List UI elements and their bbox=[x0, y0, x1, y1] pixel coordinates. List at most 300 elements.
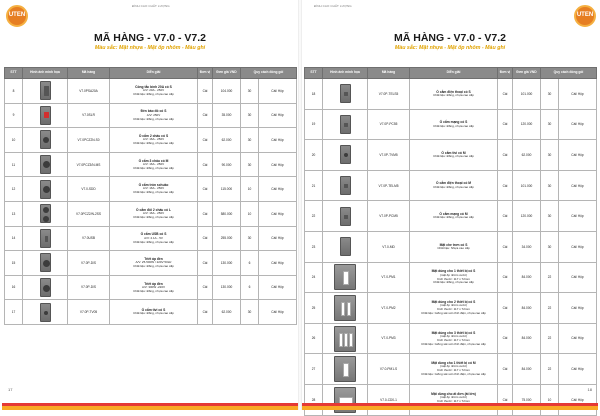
desc-line: Kích thước: 117 x 72mm bbox=[437, 337, 470, 342]
row-qty: 22 bbox=[541, 354, 559, 385]
row-image bbox=[323, 231, 368, 262]
desc-line: Chất liệu: Đồng, nhựa cao cấp bbox=[133, 165, 174, 170]
col-code: Mã hàng bbox=[68, 68, 110, 79]
row-pack: Cái/ Hộp bbox=[559, 231, 597, 262]
row-desc bbox=[110, 177, 198, 202]
desc-name: Ổ cắm 3 chấu có M bbox=[138, 158, 169, 163]
logo-text: UTEN bbox=[576, 12, 594, 18]
row-desc bbox=[410, 79, 498, 110]
socket-schuko-icon bbox=[40, 180, 51, 199]
table-row bbox=[305, 79, 597, 110]
table-row bbox=[5, 79, 297, 104]
desc-name: Ổ cắm USB có S bbox=[140, 232, 167, 237]
page-left bbox=[2, 0, 298, 410]
row-code: V7.0PCZ3/N-MS bbox=[68, 152, 110, 177]
uten-logo bbox=[6, 5, 28, 27]
page-subtitle: Màu sắc: Mặt nhựa - Mặt ốp nhôm - Màu ghi bbox=[394, 45, 506, 51]
row-desc bbox=[110, 275, 198, 300]
row-price: 84.000 bbox=[513, 262, 541, 293]
row-unit: Cái bbox=[498, 79, 513, 110]
row-pack: Cái/ Hộp bbox=[259, 251, 297, 276]
socket-double-icon bbox=[40, 204, 51, 223]
row-code: V7.0P-TVM5 bbox=[368, 140, 410, 171]
row-qty: 22 bbox=[541, 262, 559, 293]
table-row bbox=[5, 251, 297, 276]
row-code: V7.0P-TELM5 bbox=[368, 170, 410, 201]
desc-line: (mặt ốp nhôm xước) bbox=[439, 272, 468, 277]
row-desc bbox=[110, 79, 198, 104]
col-desc: Diễn giải bbox=[410, 68, 498, 79]
row-qty: 30 bbox=[541, 170, 559, 201]
dimmer-icon bbox=[40, 278, 51, 297]
row-qty: 6 bbox=[241, 251, 259, 276]
row-qty: 30 bbox=[241, 226, 259, 251]
row-price: 130.000 bbox=[213, 251, 241, 276]
desc-name: Mặt dùng cho át đơn (át lớn) bbox=[431, 391, 476, 396]
table-row bbox=[5, 128, 297, 153]
desc-line: Chất liệu: Đồng, nhựa cao cấp bbox=[133, 116, 174, 121]
table-row bbox=[305, 354, 597, 385]
socket-lan-icon bbox=[340, 115, 351, 134]
row-stt: 26 bbox=[305, 323, 323, 354]
row-desc bbox=[110, 152, 198, 177]
desc-line: Chất liệu: Đồng, nhựa cao cấp bbox=[433, 123, 474, 128]
row-image bbox=[323, 109, 368, 140]
row-unit: Cái bbox=[498, 170, 513, 201]
row-qty: 30 bbox=[541, 201, 559, 232]
row-code: V7.0-SDD bbox=[68, 177, 110, 202]
row-price: 130.000 bbox=[213, 275, 241, 300]
table-row bbox=[305, 293, 597, 324]
table-row bbox=[305, 140, 597, 171]
row-unit: Cái bbox=[498, 201, 513, 232]
row-unit: Cái bbox=[198, 128, 213, 153]
desc-name: Ổ cắm tivi có M bbox=[441, 150, 466, 155]
row-qty: 30 bbox=[541, 79, 559, 110]
row-code: V7.0SLR bbox=[68, 103, 110, 128]
col-stt: STT bbox=[5, 68, 23, 79]
row-qty: 22 bbox=[541, 323, 559, 354]
desc-name: Triết áp đèn bbox=[144, 281, 163, 286]
row-stt: 18 bbox=[305, 79, 323, 110]
row-image bbox=[23, 300, 68, 325]
socket-usb-icon bbox=[40, 229, 51, 248]
desc-line: Chất liệu: Đồng, nhựa cao cấp bbox=[133, 264, 174, 269]
row-price: 580.000 bbox=[213, 201, 241, 226]
indicator-red-icon bbox=[40, 106, 51, 125]
desc-name: Mặt dùng cho 2 thiết bị có S bbox=[431, 299, 476, 304]
page-number: 18 bbox=[587, 387, 592, 392]
desc-line: Chất liệu: Đồng, nhựa cao cấp bbox=[133, 91, 174, 96]
row-desc bbox=[410, 170, 498, 201]
frame-1-icon bbox=[334, 356, 356, 382]
row-image bbox=[323, 262, 368, 293]
page-title: MÃ HÀNG - V7.0 - V7.2 bbox=[393, 32, 507, 44]
desc-line: A/V: 16A - 250V bbox=[142, 137, 165, 142]
page-subtitle: Màu sắc: Mặt nhựa - Mặt ốp nhôm - Màu ghi bbox=[94, 45, 206, 51]
tagline: ĐỈNH CAO CHẤT LƯỢNG bbox=[132, 4, 170, 8]
row-price: 62.000 bbox=[213, 300, 241, 325]
row-code: V7.0P-PCM5 bbox=[368, 201, 410, 232]
row-stt: 12 bbox=[5, 177, 23, 202]
row-unit: Cái bbox=[198, 103, 213, 128]
row-stt: 16 bbox=[5, 275, 23, 300]
col-unit: Đơn vị bbox=[498, 68, 513, 79]
row-price: 101.000 bbox=[513, 170, 541, 201]
page-right bbox=[302, 0, 598, 410]
row-pack: Cái/ Hộp bbox=[559, 384, 597, 415]
col-pack: Quy cách đóng gói bbox=[541, 68, 597, 79]
row-qty: 10 bbox=[241, 201, 259, 226]
blank-plate-icon bbox=[340, 237, 351, 256]
table-row bbox=[305, 231, 597, 262]
desc-name: Ổ cắm đôi 2 chấu có L bbox=[136, 207, 171, 212]
row-price: 115.000 bbox=[213, 177, 241, 202]
row-qty: 30 bbox=[241, 300, 259, 325]
row-image bbox=[23, 79, 68, 104]
row-stt: 21 bbox=[305, 170, 323, 201]
row-code: V7.0P-D/S bbox=[68, 251, 110, 276]
desc-line: A/V: 16A - 250V bbox=[142, 161, 165, 166]
row-qty: 30 bbox=[241, 79, 259, 104]
row-price: 104.000 bbox=[213, 79, 241, 104]
desc-line: Chất liệu: Đồng, nhựa cao cấp bbox=[133, 214, 174, 219]
row-code: V7.0-PM1 bbox=[368, 262, 410, 293]
socket-lan-icon bbox=[340, 207, 351, 226]
col-price: Đơn giá VND bbox=[213, 68, 241, 79]
desc-name: Mặt che trơn có S bbox=[439, 242, 468, 247]
table-row bbox=[305, 384, 597, 415]
socket-tel-icon bbox=[340, 84, 351, 103]
row-desc bbox=[410, 323, 498, 354]
row-desc bbox=[110, 226, 198, 251]
tagline: ĐỈNH CAO CHẤT LƯỢNG bbox=[314, 4, 352, 8]
col-image: Hình ảnh minh họa bbox=[323, 68, 368, 79]
row-stt: 22 bbox=[305, 201, 323, 232]
col-desc: Diễn giải bbox=[110, 68, 198, 79]
row-price: 120.000 bbox=[513, 109, 541, 140]
desc-line: Chất liệu: Đồng, nhựa cao cấp bbox=[433, 184, 474, 189]
table-row bbox=[5, 152, 297, 177]
desc-name: Ổ cắm tivi có S bbox=[141, 308, 166, 313]
desc-line: Chất liệu: Đồng, nhựa cao cấp bbox=[133, 288, 174, 293]
row-unit: Cái bbox=[498, 109, 513, 140]
table-row bbox=[305, 201, 597, 232]
desc-line: A/V: 250V bbox=[146, 112, 161, 117]
row-unit: Cái bbox=[498, 140, 513, 171]
desc-line: Chất liệu: Nhựa cao cấp bbox=[437, 245, 470, 250]
table-row bbox=[305, 323, 597, 354]
desc-line: Chất liệu: Đồng, nhựa cao cấp bbox=[133, 311, 174, 316]
row-image bbox=[323, 354, 368, 385]
table-row bbox=[5, 300, 297, 325]
row-desc bbox=[110, 251, 198, 276]
row-pack: Cái/ Hộp bbox=[259, 300, 297, 325]
row-pack: Cái/ Hộp bbox=[559, 354, 597, 385]
table-row bbox=[5, 201, 297, 226]
table-row bbox=[305, 170, 597, 201]
row-desc bbox=[410, 384, 498, 415]
desc-line: Kích thước: 117 x 72mm bbox=[437, 368, 470, 373]
desc-name: Ổ cắm điện thoại có M bbox=[436, 181, 471, 186]
desc-name: Ổ cắm 2 chấu có S bbox=[138, 133, 169, 138]
frame-3-icon bbox=[334, 326, 356, 352]
desc-name: Mặt dùng cho 1 thiết bị có M bbox=[431, 361, 476, 366]
row-stt: 20 bbox=[305, 140, 323, 171]
row-desc bbox=[410, 231, 498, 262]
desc-name: Ổ cắm tròn schuko bbox=[138, 183, 169, 188]
row-desc bbox=[110, 103, 198, 128]
table-row bbox=[305, 109, 597, 140]
col-image: Hình ảnh minh họa bbox=[23, 68, 68, 79]
logo-text: UTEN bbox=[8, 12, 26, 18]
desc-line: Chất liệu: Đồng, nhựa cao cấp bbox=[133, 141, 174, 146]
row-code: V7.0PCZ2/N-2SS bbox=[68, 201, 110, 226]
row-qty: 10 bbox=[241, 177, 259, 202]
row-price: 255.000 bbox=[213, 226, 241, 251]
row-pack: Cái/ Hộp bbox=[259, 226, 297, 251]
row-code: V7.0-PM1-S bbox=[368, 354, 410, 385]
row-image bbox=[323, 201, 368, 232]
row-desc bbox=[110, 201, 198, 226]
row-image bbox=[23, 103, 68, 128]
row-desc bbox=[110, 128, 198, 153]
desc-line: Kích thước: 117 x 72mm bbox=[437, 276, 470, 281]
row-image bbox=[323, 140, 368, 171]
desc-name: Ổ cắm mạng có M bbox=[439, 212, 468, 217]
row-desc bbox=[410, 140, 498, 171]
desc-line: Chất liệu: Đồng, nhựa cao cấp bbox=[133, 190, 174, 195]
desc-line: A/V: 300W -220V bbox=[141, 284, 166, 289]
row-qty: 30 bbox=[541, 140, 559, 171]
row-price: 84.000 bbox=[513, 354, 541, 385]
row-unit: Cái bbox=[198, 300, 213, 325]
desc-line: (mặt ốp nhôm xước) bbox=[439, 364, 468, 369]
row-code: V7.0PCZ2N-S0 bbox=[68, 128, 110, 153]
row-price: 101.000 bbox=[513, 79, 541, 110]
row-desc bbox=[410, 109, 498, 140]
row-unit: Cái bbox=[498, 323, 513, 354]
row-price: 84.000 bbox=[513, 293, 541, 324]
row-pack: Cái/ Hộp bbox=[559, 170, 597, 201]
row-unit: Cái bbox=[198, 251, 213, 276]
row-stt: 19 bbox=[305, 109, 323, 140]
row-pack: Cái/ Hộp bbox=[559, 140, 597, 171]
row-desc bbox=[410, 354, 498, 385]
row-image bbox=[323, 79, 368, 110]
desc-line: Chất liệu: Giống sát sơn tĩnh điện, nhựa cao cấp bbox=[421, 341, 486, 346]
row-price: 120.000 bbox=[513, 201, 541, 232]
row-stt: 25 bbox=[305, 293, 323, 324]
row-pack: Cái/ Hộp bbox=[559, 79, 597, 110]
row-pack: Cái/ Hộp bbox=[559, 293, 597, 324]
table-row bbox=[5, 103, 297, 128]
row-image bbox=[23, 226, 68, 251]
row-qty: 30 bbox=[541, 109, 559, 140]
row-stt: 15 bbox=[5, 251, 23, 276]
table-header bbox=[5, 68, 297, 79]
desc-line: (mặt ốp nhôm xước) bbox=[439, 395, 468, 400]
row-price: 34.000 bbox=[513, 231, 541, 262]
row-stt: 28 bbox=[305, 384, 323, 415]
desc-line: A/V: 16A - 250V bbox=[142, 186, 165, 191]
row-qty: 10 bbox=[541, 384, 559, 415]
row-price: 35.000 bbox=[213, 103, 241, 128]
row-qty: 30 bbox=[541, 231, 559, 262]
frame-1-icon bbox=[334, 264, 356, 290]
desc-line: Chất liệu: Giống sát sơn tĩnh điện, nhựa cao cấp bbox=[421, 372, 486, 377]
product-table bbox=[4, 67, 297, 325]
desc-line: A/V: 2.1A - 5V bbox=[144, 235, 163, 240]
row-unit: Cái bbox=[498, 293, 513, 324]
desc-name: Ổ cắm điện thoại có S bbox=[436, 89, 471, 94]
row-pack: Cái/ Hộp bbox=[259, 79, 297, 104]
frame-2-icon bbox=[334, 295, 356, 321]
row-pack: Cái/ Hộp bbox=[559, 201, 597, 232]
desc-line: (mặt ốp nhôm xước) bbox=[439, 303, 468, 308]
row-desc bbox=[410, 262, 498, 293]
row-price: 75.000 bbox=[513, 384, 541, 415]
row-pack: Cái/ Hộp bbox=[259, 103, 297, 128]
row-pack: Cái/ Hộp bbox=[259, 177, 297, 202]
row-stt: 23 bbox=[305, 231, 323, 262]
row-unit: Cái bbox=[198, 79, 213, 104]
table-row bbox=[5, 275, 297, 300]
row-code: V7.0PSA20A bbox=[68, 79, 110, 104]
socket-tv-icon bbox=[40, 303, 51, 322]
row-code: V7.0P-TV05 bbox=[68, 300, 110, 325]
col-code: Mã hàng bbox=[368, 68, 410, 79]
row-image bbox=[23, 275, 68, 300]
table-row bbox=[5, 226, 297, 251]
row-stt: 8 bbox=[5, 79, 23, 104]
row-qty: 30 bbox=[241, 152, 259, 177]
col-stt: STT bbox=[305, 68, 323, 79]
row-image bbox=[23, 152, 68, 177]
desc-line: (mặt ốp nhôm xước) bbox=[439, 333, 468, 338]
row-pack: Cái/ Hộp bbox=[559, 262, 597, 293]
row-stt: 17 bbox=[5, 300, 23, 325]
row-image bbox=[23, 128, 68, 153]
row-unit: Cái bbox=[198, 152, 213, 177]
row-desc bbox=[110, 300, 198, 325]
row-image bbox=[323, 323, 368, 354]
row-code: V7.0P-TELS5 bbox=[368, 79, 410, 110]
row-price: 90.000 bbox=[213, 152, 241, 177]
desc-line: Chất liệu: Đồng, nhựa cao cấp bbox=[433, 154, 474, 159]
col-pack: Quy cách đóng gói bbox=[241, 68, 297, 79]
col-price: Đơn giá VND bbox=[513, 68, 541, 79]
desc-name: Đèn báo đỏ có S bbox=[140, 109, 167, 114]
row-pack: Cái/ Hộp bbox=[259, 201, 297, 226]
desc-line: A/V: 20A - 250V bbox=[142, 88, 165, 93]
row-image bbox=[323, 170, 368, 201]
row-desc bbox=[410, 293, 498, 324]
row-price: 84.000 bbox=[513, 323, 541, 354]
desc-name: Ổ cắm mạng có S bbox=[439, 120, 468, 125]
row-qty: 30 bbox=[241, 128, 259, 153]
row-price: 62.000 bbox=[213, 128, 241, 153]
row-stt: 24 bbox=[305, 262, 323, 293]
row-stt: 9 bbox=[5, 103, 23, 128]
switch-20a-icon bbox=[40, 81, 51, 100]
row-image bbox=[23, 251, 68, 276]
desc-line: Chất liệu: Đồng, nhựa cao cấp bbox=[433, 215, 474, 220]
row-code: V7.0-PM3 bbox=[368, 323, 410, 354]
row-unit: Cái bbox=[498, 354, 513, 385]
socket-universal-icon bbox=[40, 155, 51, 174]
row-qty: 22 bbox=[541, 293, 559, 324]
row-unit: Cái bbox=[198, 226, 213, 251]
desc-name: Mặt dùng cho 1 thiết bị có S bbox=[431, 269, 476, 274]
row-unit: Cái bbox=[498, 262, 513, 293]
page-title: MÃ HÀNG - V7.0 - V7.2 bbox=[93, 32, 207, 44]
row-pack: Cái/ Hộp bbox=[259, 275, 297, 300]
footer-stripe bbox=[2, 402, 298, 410]
product-table bbox=[304, 67, 597, 416]
row-stt: 11 bbox=[5, 152, 23, 177]
row-stt: 13 bbox=[5, 201, 23, 226]
desc-line: Kích thước: 117 x 72mm bbox=[437, 307, 470, 312]
table-row bbox=[305, 262, 597, 293]
row-code: V7.0-PM2 bbox=[368, 293, 410, 324]
desc-line: Chất liệu: Đồng, nhựa cao cấp bbox=[433, 280, 474, 285]
desc-line: Chất liệu: Giống sát sơn tĩnh điện, nhựa cao cấp bbox=[421, 311, 486, 316]
table-row bbox=[5, 177, 297, 202]
desc-line: Chất liệu: Đồng, nhựa cao cấp bbox=[433, 92, 474, 97]
row-pack: Cái/ Hộp bbox=[559, 109, 597, 140]
desc-name: Mặt dùng cho 3 thiết bị có S bbox=[431, 330, 476, 335]
row-stt: 10 bbox=[5, 128, 23, 153]
socket-2pin-icon bbox=[40, 130, 51, 149]
row-unit: Cái bbox=[198, 275, 213, 300]
row-code: V7.0-CD0-1 bbox=[368, 384, 410, 415]
row-code: V7.0P-D/S bbox=[68, 275, 110, 300]
table-header bbox=[305, 68, 597, 79]
row-pack: Cái/ Hộp bbox=[259, 152, 297, 177]
col-unit: Đơn vị bbox=[198, 68, 213, 79]
socket-tel-icon bbox=[340, 176, 351, 195]
desc-name: Công tắc bình 20A có S bbox=[135, 84, 172, 89]
desc-line: Chất liệu: Đồng, nhựa cao cấp bbox=[133, 239, 174, 244]
row-qty: 30 bbox=[241, 103, 259, 128]
row-image bbox=[23, 201, 68, 226]
row-pack: Cái/ Hộp bbox=[559, 323, 597, 354]
row-code: V7.0P-PC55 bbox=[368, 109, 410, 140]
row-pack: Cái/ Hộp bbox=[259, 128, 297, 153]
desc-line: Kích thước: 117 x 72mm bbox=[437, 398, 470, 403]
row-stt: 14 bbox=[5, 226, 23, 251]
row-code: V7.0USB bbox=[68, 226, 110, 251]
desc-name: Triết áp đèn bbox=[144, 256, 163, 261]
row-price: 62.000 bbox=[513, 140, 541, 171]
row-unit: Cái bbox=[198, 201, 213, 226]
desc-line: A/V: 25-500W / 220V 50Hz bbox=[135, 260, 172, 265]
row-stt: 27 bbox=[305, 354, 323, 385]
row-unit: Cái bbox=[198, 177, 213, 202]
row-image bbox=[323, 384, 368, 415]
row-image bbox=[23, 177, 68, 202]
desc-line: A/V: 16A - 250V bbox=[142, 211, 165, 216]
row-unit: Cái bbox=[498, 384, 513, 415]
page-number: 17 bbox=[8, 387, 13, 392]
row-desc bbox=[410, 201, 498, 232]
row-qty: 6 bbox=[241, 275, 259, 300]
row-unit: Cái bbox=[498, 231, 513, 262]
row-code: V7.0-MD bbox=[368, 231, 410, 262]
row-image bbox=[323, 293, 368, 324]
dimmer-icon bbox=[40, 253, 51, 272]
